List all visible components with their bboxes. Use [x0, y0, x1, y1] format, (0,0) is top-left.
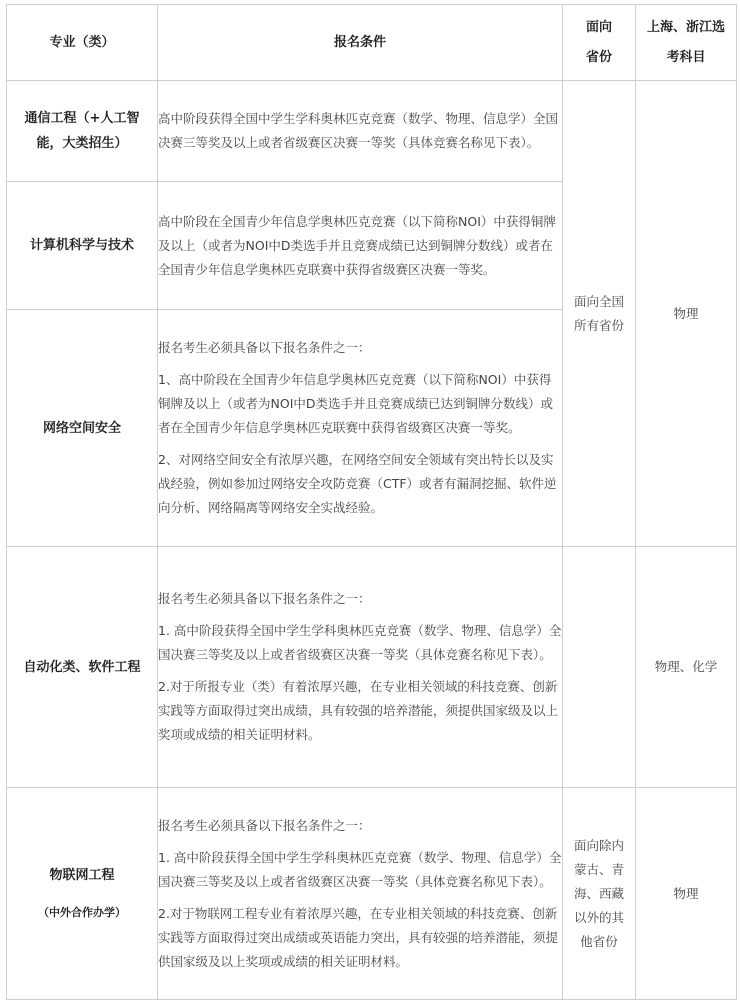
major-name: 通信工程（+人工智 [24, 111, 140, 126]
provinces-except-line4: 以外的其 [573, 909, 624, 925]
provinces-cell-all-cont [563, 547, 636, 788]
condition-text: 高中阶段在全国青少年信息学奥林匹克竞赛（以下简称NOI）中获得铜牌及以上（或者为NOI中D类选手并且竞赛成绩已达到铜牌分数线）或者在全国青少年信息学奥林匹克联赛中获得省级赛区决赛一等奖。 [158, 213, 556, 277]
condition-item-2: 2.对于所报专业（类）有着浓厚兴趣，在专业相关领域的科技竞赛、创新实践等方面取得过突出成绩，具有较强的培养潜能，须提供国家级及以上奖项或成绩的相关证明材料。 [158, 679, 559, 742]
header-major [7, 5, 158, 81]
major-name: 自动化类、软件工程 [23, 659, 141, 675]
conditions-cell [158, 182, 563, 310]
subjects-cell-physics-2 [636, 788, 737, 1000]
conditions-cell [158, 310, 563, 547]
provinces-all-line1: 面向全国 [573, 293, 624, 309]
header-subjects-line1: 上海、浙江选 [646, 19, 725, 35]
subjects-physics-chemistry: 物理、化学 [654, 659, 718, 674]
major-cell [7, 81, 158, 182]
table-header-row [7, 5, 737, 81]
condition-item-1: 1. 高中阶段获得全国中学生学科奥林匹克竞赛（数学、物理、信息学）全国决赛三等奖及以上或者省级赛区决赛一等奖（具体竞赛名称见下表）。 [158, 849, 562, 889]
provinces-except-line5: 他省份 [580, 933, 618, 949]
major-name: 网络空间安全 [42, 420, 121, 436]
provinces-except-line3: 海、西藏 [573, 885, 624, 901]
condition-item-2: 2、对网络空间安全有浓厚兴趣，在网络空间安全领域有突出特长以及实战经验，例如参加过网络安全攻防竞赛（CTF）或者有漏洞挖掘、软件逆向分析、网络隔离等网络安全实战经验。 [158, 452, 557, 515]
subjects-physics: 物理 [673, 305, 699, 321]
major-name-cont: 能，大类招生） [36, 136, 128, 151]
table-row [7, 547, 737, 788]
table-row [7, 81, 737, 182]
header-subjects-line2: 考科目 [666, 49, 706, 65]
header-conditions [158, 5, 563, 81]
major-cell [7, 547, 158, 788]
condition-item-1: 1. 高中阶段获得全国中学生学科奥林匹克竞赛（数学、物理、信息学）全国决赛三等奖及以上或者省级赛区决赛一等奖（具体竞赛名称见下表）。 [158, 623, 562, 662]
conditions-cell [158, 788, 563, 1000]
provinces-except-line2: 蒙古、青 [573, 861, 624, 877]
provinces-except-line1: 面向除内 [573, 837, 624, 853]
provinces-cell-except [563, 788, 636, 1000]
header-major-label: 专业（类） [49, 34, 115, 50]
header-provinces-line2: 省份 [585, 49, 612, 65]
admission-table [6, 4, 737, 1000]
condition-item-1: 1、高中阶段在全国青少年信息学奥林匹克竞赛（以下简称NOI）中获得铜牌及以上（或者为NOI中D类选手并且竞赛成绩已达到铜牌分数线）或者在全国青少年信息学奥林匹克联赛中获得省级赛区决赛一等奖。 [158, 372, 554, 435]
header-provinces [563, 5, 636, 81]
major-cell [7, 310, 158, 547]
header-conditions-label: 报名条件 [333, 34, 386, 50]
conditions-cell [158, 547, 563, 788]
subjects-cell-physics [636, 81, 737, 547]
major-name: 计算机科学与技术 [29, 238, 134, 253]
provinces-all-line2: 所有省份 [573, 317, 624, 333]
condition-intro: 报名考生必须具备以下报名条件之一： [158, 817, 371, 833]
condition-intro: 报名考生必须具备以下报名条件之一： [158, 591, 371, 606]
major-program-type: （中外合作办学） [38, 905, 126, 919]
header-subjects [636, 5, 737, 81]
provinces-cell-all [563, 81, 636, 547]
subjects-physics-2: 物理 [673, 885, 699, 901]
major-cell [7, 182, 158, 310]
condition-item-2: 2.对于物联网工程专业有着浓厚兴趣，在专业相关领域的科技竞赛、创新实践等方面取得过突出成绩或英语能力突出，具有较强的培养潜能，须提供国家级及以上奖项或成绩的相关证明材料。 [158, 905, 559, 969]
major-name: 物联网工程 [49, 867, 115, 883]
table-row [7, 788, 737, 1000]
major-cell [7, 788, 158, 1000]
conditions-cell [158, 81, 563, 182]
subjects-cell-physics-chemistry [636, 547, 737, 788]
header-provinces-line1: 面向 [585, 19, 612, 35]
condition-text: 高中阶段获得全国中学生学科奥林匹克竞赛（数学、物理、信息学）全国决赛三等奖及以上或者省级赛区决赛一等奖（具体竞赛名称见下表）。 [158, 111, 559, 150]
condition-intro: 报名考生必须具备以下报名条件之一： [158, 340, 371, 355]
